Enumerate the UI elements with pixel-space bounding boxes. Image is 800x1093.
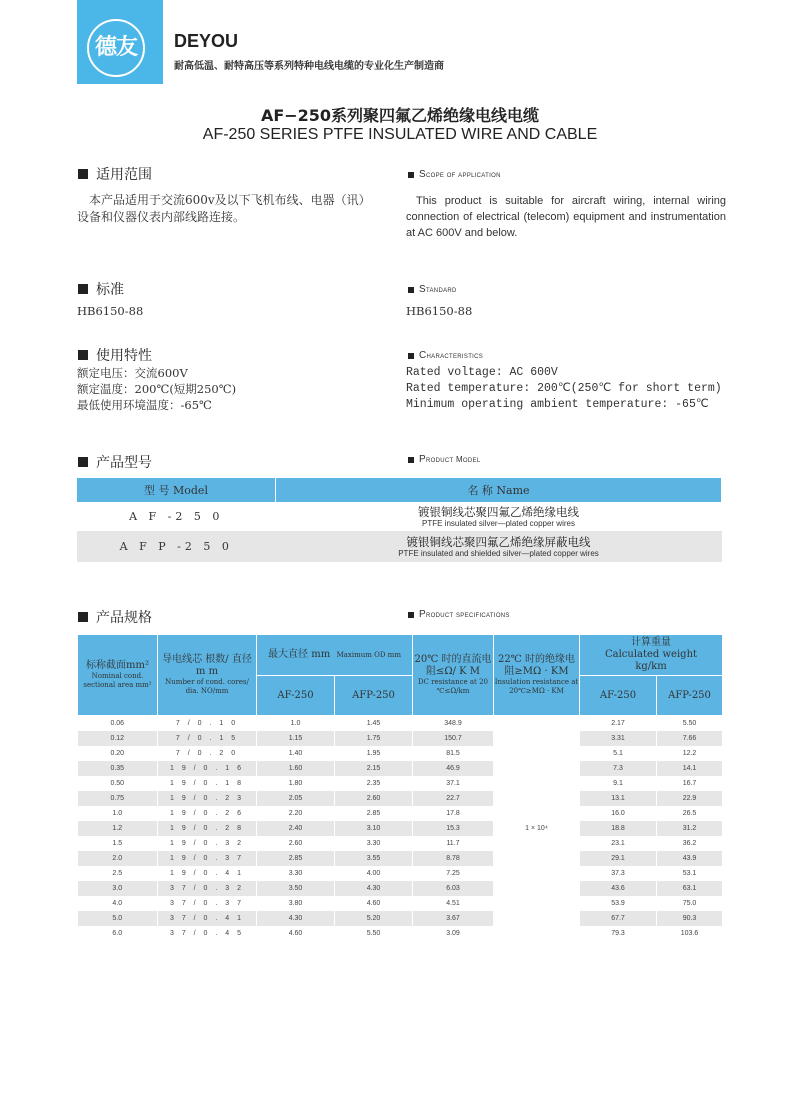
model-code: A F P -2 5 0 — [77, 531, 276, 562]
characteristic-line: 额定温度：200℃(短期250℃) — [77, 382, 237, 396]
table-row — [78, 776, 723, 791]
spec-cell-afp-dia: 3.30 — [335, 836, 413, 851]
spec-cell-af-dia: 4.60 — [257, 926, 335, 941]
table-row — [78, 716, 723, 732]
spec-cell-afp-w: 5.50 — [657, 716, 723, 732]
table-row — [78, 761, 723, 776]
spec-cell-af-w: 13.1 — [580, 791, 657, 806]
column-header-afp-weight: AFP-250 — [657, 676, 723, 716]
spec-cell-af-dia: 1.80 — [257, 776, 335, 791]
spec-cell-cond: 1 9 / 0 . 1 8 — [158, 776, 257, 791]
column-header-af-diameter: AF-250 — [257, 676, 335, 716]
spec-cell-area: 2.0 — [78, 851, 158, 866]
standard-value-en: HB6150-88 — [406, 304, 473, 318]
table-row — [78, 926, 723, 941]
spec-cell-af-dia: 1.40 — [257, 746, 335, 761]
table-row — [78, 791, 723, 806]
section-heading-characteristics-cn: 使用特性 — [78, 345, 152, 365]
spec-cell-afp-dia: 3.55 — [335, 851, 413, 866]
spec-cell-afp-dia: 4.60 — [335, 896, 413, 911]
spec-cell-area: 5.0 — [78, 911, 158, 926]
spec-cell-cond: 1 9 / 0 . 4 1 — [158, 866, 257, 881]
characteristic-line: Rated temperature: 200℃(250℃ for short term) — [406, 382, 722, 395]
section-heading-scope-cn: 适用范围 — [78, 164, 152, 184]
spec-cell-afp-dia: 1.45 — [335, 716, 413, 732]
spec-cell-af-dia: 2.40 — [257, 821, 335, 836]
model-code: A F -2 5 0 — [77, 502, 276, 531]
bullet-square-icon — [78, 169, 88, 179]
spec-cell-res: 8.78 — [413, 851, 494, 866]
spec-cell-afp-w: 14.1 — [657, 761, 723, 776]
table-row — [77, 531, 722, 562]
spec-cell-af-w: 18.8 — [580, 821, 657, 836]
characteristics-list-cn — [77, 365, 236, 413]
table-row — [78, 731, 723, 746]
spec-cell-afp-dia: 4.30 — [335, 881, 413, 896]
standard-value-cn: HB6150-88 — [77, 304, 144, 318]
spec-cell-afp-w: 36.2 — [657, 836, 723, 851]
table-row — [78, 851, 723, 866]
spec-cell-area: 0.20 — [78, 746, 158, 761]
spec-cell-afp-w: 22.9 — [657, 791, 723, 806]
spec-cell-afp-w: 63.1 — [657, 881, 723, 896]
section-heading-characteristics-en: Characteristics — [408, 350, 483, 361]
spec-cell-afp-w: 26.5 — [657, 806, 723, 821]
spec-cell-cond: 3 7 / 0 . 3 2 — [158, 881, 257, 896]
characteristic-line: 额定电压：交流600V — [77, 366, 188, 380]
spec-cell-afp-dia: 2.60 — [335, 791, 413, 806]
spec-cell-cond: 1 9 / 0 . 3 7 — [158, 851, 257, 866]
spec-cell-area: 0.12 — [78, 731, 158, 746]
page-title-en: AF-250 SERIES PTFE INSULATED WIRE AND CABLE — [202, 126, 598, 143]
spec-cell-area: 4.0 — [78, 896, 158, 911]
spec-cell-area: 0.35 — [78, 761, 158, 776]
bullet-square-icon — [78, 284, 88, 294]
spec-cell-afp-w: 103.6 — [657, 926, 723, 941]
spec-cell-res: 46.9 — [413, 761, 494, 776]
column-header-max-diameter: 最大直径 mm Maximum OD mm — [257, 635, 413, 676]
spec-cell-res: 7.25 — [413, 866, 494, 881]
spec-cell-af-w: 37.3 — [580, 866, 657, 881]
table-row — [78, 881, 723, 896]
spec-cell-res: 37.1 — [413, 776, 494, 791]
bullet-square-icon — [408, 457, 414, 463]
section-heading-scope-en: Scope of application — [408, 169, 501, 180]
column-header-conductor: 导电线芯 根数/ 直径m m Number of cond. cores/ dia. NO/mm — [158, 635, 257, 716]
spec-table — [77, 634, 723, 941]
bullet-square-icon — [408, 287, 414, 293]
section-heading-standard-cn: 标准 — [78, 279, 124, 299]
bullet-square-icon — [78, 457, 88, 467]
spec-cell-af-dia: 2.05 — [257, 791, 335, 806]
page-title-cn: AF−250系列聚四氟乙烯绝缘电线电缆 — [260, 106, 540, 125]
spec-cell-af-dia: 1.0 — [257, 716, 335, 732]
spec-cell-res: 4.51 — [413, 896, 494, 911]
spec-cell-af-w: 67.7 — [580, 911, 657, 926]
characteristics-list-en — [406, 365, 722, 413]
bullet-square-icon — [78, 612, 88, 622]
spec-cell-af-w: 16.0 — [580, 806, 657, 821]
spec-cell-cond: 1 9 / 0 . 1 6 — [158, 761, 257, 776]
spec-cell-cond: 7 / 0 . 1 5 — [158, 731, 257, 746]
spec-cell-area: 0.50 — [78, 776, 158, 791]
spec-cell-area: 1.2 — [78, 821, 158, 836]
spec-cell-res: 15.3 — [413, 821, 494, 836]
table-row — [78, 896, 723, 911]
spec-cell-afp-w: 16.7 — [657, 776, 723, 791]
bullet-square-icon — [408, 353, 414, 359]
spec-cell-af-dia: 2.85 — [257, 851, 335, 866]
scope-text-cn: 本产品适用于交流600v及以下飞机布线、电器（讯）设备和仪器仪表内部线路连接。 — [77, 193, 371, 224]
logo-mark: 德友 — [87, 19, 145, 77]
spec-cell-res: 17.8 — [413, 806, 494, 821]
column-header-area: 标称截面mm² Nominal cond. sectional area mm² — [78, 635, 158, 716]
section-heading-model-en: Product Model — [408, 454, 480, 465]
model-name-cn: 镀银铜线芯聚四氟乙烯绝缘电线 — [418, 504, 579, 519]
spec-cell-af-w: 2.17 — [580, 716, 657, 732]
column-header-model: 型 号 Model — [77, 478, 276, 502]
spec-cell-af-dia: 1.15 — [257, 731, 335, 746]
spec-cell-af-w: 53.9 — [580, 896, 657, 911]
spec-cell-af-w: 3.31 — [580, 731, 657, 746]
spec-cell-area: 2.5 — [78, 866, 158, 881]
spec-cell-afp-dia: 2.15 — [335, 761, 413, 776]
table-row — [78, 866, 723, 881]
spec-cell-afp-w: 90.3 — [657, 911, 723, 926]
company-tagline: 耐高低温、耐特高压等系列特种电线电缆的专业化生产制造商 — [174, 61, 444, 72]
spec-cell-af-dia: 3.30 — [257, 866, 335, 881]
bullet-square-icon — [78, 350, 88, 360]
spec-cell-area: 6.0 — [78, 926, 158, 941]
column-header-insulation: 22℃ 时的绝缘电阻≥MΩ · KM Insulation resistance at 20℃≥MΩ · KM — [494, 635, 580, 716]
spec-cell-af-dia: 4.30 — [257, 911, 335, 926]
scope-text-en: This product is suitable for aircraft wiring, internal wiring connection of electrical (telecom) equipment and instrumentation at AC 600V and below. — [406, 195, 726, 239]
spec-cell-res: 81.5 — [413, 746, 494, 761]
section-heading-standard-en: Standard — [408, 284, 457, 295]
column-header-af-weight: AF-250 — [580, 676, 657, 716]
spec-cell-af-dia: 1.60 — [257, 761, 335, 776]
spec-cell-cond: 7 / 0 . 2 0 — [158, 746, 257, 761]
spec-cell-af-w: 9.1 — [580, 776, 657, 791]
column-header-afp-diameter: AFP-250 — [335, 676, 413, 716]
table-header-row — [77, 478, 722, 502]
spec-cell-area: 0.06 — [78, 716, 158, 732]
characteristic-line: Rated voltage: AC 600V — [406, 366, 558, 379]
spec-cell-area: 3.0 — [78, 881, 158, 896]
characteristic-line: Minimum operating ambient temperature: -65℃ — [406, 398, 709, 411]
spec-cell-cond: 1 9 / 0 . 2 6 — [158, 806, 257, 821]
spec-cell-afp-dia: 4.00 — [335, 866, 413, 881]
spec-cell-afp-dia: 1.75 — [335, 731, 413, 746]
spec-cell-afp-dia: 1.95 — [335, 746, 413, 761]
spec-cell-res: 3.09 — [413, 926, 494, 941]
characteristic-line: 最低使用环境温度：-65℃ — [77, 398, 212, 412]
spec-cell-area: 1.0 — [78, 806, 158, 821]
spec-cell-af-w: 5.1 — [580, 746, 657, 761]
section-heading-spec-cn: 产品规格 — [78, 607, 152, 627]
spec-cell-cond: 3 7 / 0 . 4 1 — [158, 911, 257, 926]
spec-cell-res: 3.67 — [413, 911, 494, 926]
spec-cell-afp-w: 43.9 — [657, 851, 723, 866]
spec-cell-af-dia: 3.80 — [257, 896, 335, 911]
bullet-square-icon — [408, 172, 414, 178]
spec-cell-af-dia: 2.60 — [257, 836, 335, 851]
table-row — [78, 821, 723, 836]
spec-cell-afp-w: 75.0 — [657, 896, 723, 911]
table-row — [78, 746, 723, 761]
spec-cell-insulation: 1 × 10⁴ — [494, 716, 580, 942]
spec-cell-area: 1.5 — [78, 836, 158, 851]
spec-cell-af-dia: 2.20 — [257, 806, 335, 821]
spec-cell-area: 0.75 — [78, 791, 158, 806]
spec-cell-afp-w: 31.2 — [657, 821, 723, 836]
model-name-en: PTFE insulated and shielded silver—plated copper wires — [398, 548, 599, 558]
model-name-cell — [276, 502, 722, 531]
company-name: DEYOU — [174, 31, 239, 51]
model-name-cn: 镀银铜线芯聚四氟乙烯绝缘屏蔽电线 — [406, 534, 591, 549]
spec-cell-cond: 1 9 / 0 . 3 2 — [158, 836, 257, 851]
table-row — [78, 836, 723, 851]
spec-cell-afp-dia: 2.85 — [335, 806, 413, 821]
spec-cell-res: 348.9 — [413, 716, 494, 732]
spec-cell-res: 150.7 — [413, 731, 494, 746]
spec-cell-afp-w: 7.66 — [657, 731, 723, 746]
spec-cell-afp-w: 12.2 — [657, 746, 723, 761]
bullet-square-icon — [408, 612, 414, 618]
table-header-row — [78, 635, 723, 676]
column-header-name: 名 称 Name — [276, 478, 722, 502]
spec-cell-cond: 1 9 / 0 . 2 8 — [158, 821, 257, 836]
spec-cell-res: 22.7 — [413, 791, 494, 806]
section-heading-model-cn: 产品型号 — [78, 452, 152, 472]
spec-cell-cond: 7 / 0 . 1 0 — [158, 716, 257, 732]
spec-cell-af-w: 43.6 — [580, 881, 657, 896]
column-header-weight: 计算重量 Calculated weight kg/km — [580, 635, 723, 676]
section-heading-spec-en: Product specifications — [408, 609, 510, 620]
spec-cell-res: 11.7 — [413, 836, 494, 851]
spec-cell-cond: 3 7 / 0 . 3 7 — [158, 896, 257, 911]
logo-block — [77, 0, 163, 84]
spec-cell-cond: 1 9 / 0 . 2 3 — [158, 791, 257, 806]
spec-cell-af-w: 23.1 — [580, 836, 657, 851]
model-name-cell — [276, 531, 722, 562]
table-row — [77, 502, 722, 531]
spec-cell-af-dia: 3.50 — [257, 881, 335, 896]
spec-cell-af-w: 7.3 — [580, 761, 657, 776]
spec-cell-afp-w: 53.1 — [657, 866, 723, 881]
spec-cell-afp-dia: 3.10 — [335, 821, 413, 836]
spec-cell-afp-dia: 5.20 — [335, 911, 413, 926]
column-header-dc-resistance: 20℃ 时的直流电阻≤Ω/ K M DC resistance at 20 ℃≤Ω/km — [413, 635, 494, 716]
spec-cell-cond: 3 7 / 0 . 4 5 — [158, 926, 257, 941]
table-row — [78, 806, 723, 821]
table-row — [78, 911, 723, 926]
spec-cell-af-w: 29.1 — [580, 851, 657, 866]
model-name-en: PTFE insulated silver—plated copper wires — [422, 518, 575, 528]
spec-cell-afp-dia: 5.50 — [335, 926, 413, 941]
spec-cell-res: 6.03 — [413, 881, 494, 896]
spec-cell-af-w: 79.3 — [580, 926, 657, 941]
model-table — [77, 478, 722, 562]
spec-cell-afp-dia: 2.35 — [335, 776, 413, 791]
